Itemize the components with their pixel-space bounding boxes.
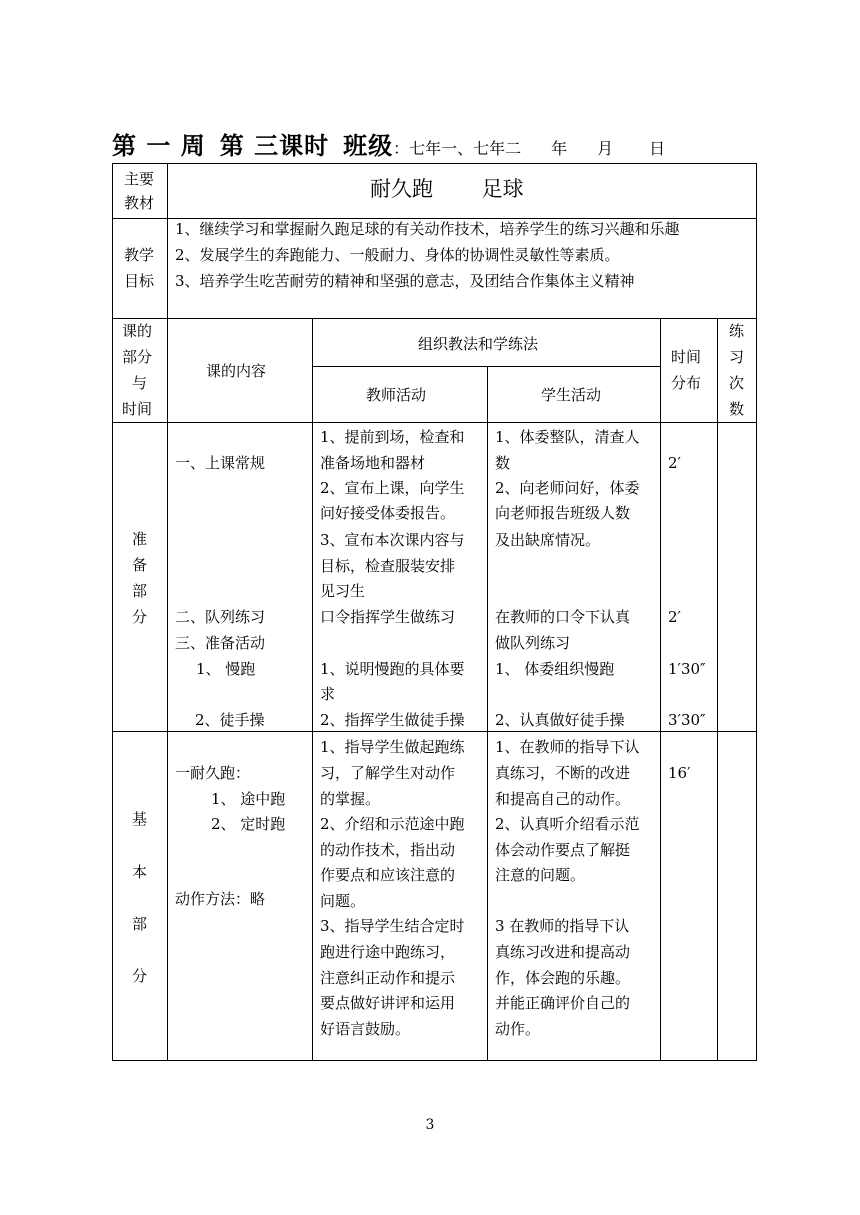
basic-student-5: 体会动作要点了解挺 xyxy=(495,841,631,859)
class-value: ：七年一、七年二 xyxy=(393,139,522,158)
prep-time-2: 2′ xyxy=(668,608,681,626)
header-count-4: 数 xyxy=(729,400,745,418)
main-material-content: 耐久跑 足球 xyxy=(370,177,524,201)
prep-student-6: 在教师的口令下认真 xyxy=(495,608,631,626)
goal-item-3: 3、培养学生吃苦耐劳的精神和坚强的意志，及团结合作集体主义精神 xyxy=(175,272,635,290)
prep-student-1: 1、体委整队，清查人 xyxy=(495,428,640,446)
prep-content-5: 2、徒手操 xyxy=(195,711,265,729)
header-org: 组织教法和学练法 xyxy=(418,335,539,353)
prep-content-2: 二、队列练习 xyxy=(175,608,266,626)
header-teacher: 教师活动 xyxy=(366,386,427,404)
header-time-1: 时间 xyxy=(671,348,702,366)
prep-teacher-6: 目标，检查服装安排 xyxy=(320,557,456,575)
basic-teacher-5: 的动作技术，指出动 xyxy=(320,841,456,859)
basic-teacher-9: 跑进行途中跑练习， xyxy=(320,943,456,961)
page-number: 3 xyxy=(425,1117,435,1133)
prep-student-4: 向老师报告班级人数 xyxy=(495,504,631,522)
basic-student-4: 2、认真听介绍看示范 xyxy=(495,815,640,833)
prep-student-5: 及出缺席情况。 xyxy=(495,531,601,549)
basic-content-2: 1、 途中跑 xyxy=(211,790,286,808)
prep-teacher-3: 2、宣布上课，向学生 xyxy=(320,479,465,497)
prep-content-3: 三、准备活动 xyxy=(175,634,266,652)
main-material-label-1: 主要 xyxy=(124,170,155,188)
basic-student-9: 作，体会跑的乐趣。 xyxy=(495,969,631,987)
goal-item-1: 1、继续学习和掌握耐久跑足球的有关动作技术，培养学生的练习兴趣和乐趣 xyxy=(175,220,680,238)
prep-teacher-5: 3、宣布本次课内容与 xyxy=(320,531,465,549)
prep-time-1: 2′ xyxy=(668,454,681,472)
basic-student-10: 并能正确评价自己的 xyxy=(495,994,631,1012)
basic-student-8: 真练习改进和提高动 xyxy=(495,943,631,961)
basic-teacher-7: 问题。 xyxy=(320,892,366,910)
basic-content-4: 动作方法：略 xyxy=(175,890,266,908)
goal-item-2: 2、发展学生的奔跑能力、一般耐力、身体的协调性灵敏性等素质。 xyxy=(175,246,620,264)
header-time-2: 分布 xyxy=(671,374,702,392)
prep-student-9: 2、认真做好徒手操 xyxy=(495,711,625,729)
prep-time-3: 1′30″ xyxy=(668,660,706,678)
basic-teacher-11: 要点做好讲评和运用 xyxy=(320,994,456,1012)
basic-content-3: 2、 定时跑 xyxy=(211,815,286,833)
prep-content-1: 一、上课常规 xyxy=(175,454,266,472)
prep-content-4: 1、 慢跑 xyxy=(196,660,256,678)
basic-student-2: 真练习，不断的改进 xyxy=(495,764,631,782)
header-student: 学生活动 xyxy=(541,386,602,404)
prep-teacher-8: 口令指挥学生做练习 xyxy=(320,608,456,626)
basic-teacher-4: 2、介绍和示范途中跑 xyxy=(320,815,465,833)
prep-student-2: 数 xyxy=(495,454,511,472)
goals-label-1: 教学 xyxy=(124,246,155,264)
prep-part-3: 部 xyxy=(132,582,148,600)
basic-teacher-2: 习，了解学生对动作 xyxy=(320,764,456,782)
prep-teacher-11: 2、指挥学生做徒手操 xyxy=(320,711,465,729)
goals-label-2: 目标 xyxy=(124,272,155,290)
basic-content-1: 一耐久跑： xyxy=(175,764,251,782)
basic-teacher-3: 的掌握。 xyxy=(320,790,381,808)
basic-student-6: 注意的问题。 xyxy=(495,866,586,884)
basic-student-7: 3 在教师的指导下认 xyxy=(495,917,630,935)
basic-part-4: 分 xyxy=(132,967,148,985)
prep-student-7: 做队列练习 xyxy=(495,634,571,652)
header-part-2: 部分 xyxy=(122,348,153,366)
prep-teacher-7: 见习生 xyxy=(320,582,366,600)
basic-teacher-6: 作要点和应该注意的 xyxy=(320,866,456,884)
prep-teacher-4: 问好接受体委报告。 xyxy=(320,504,456,522)
month-label: 月 xyxy=(597,139,614,158)
prep-time-4: 3′30″ xyxy=(668,711,706,729)
basic-time-1: 16′ xyxy=(668,764,691,782)
year-label: 年 xyxy=(551,139,568,158)
prep-teacher-9: 1、说明慢跑的具体要 xyxy=(320,660,465,678)
header-part-4: 时间 xyxy=(122,400,153,418)
week-label: 第 一 周 xyxy=(112,131,206,160)
basic-teacher-10: 注意纠正动作和提示 xyxy=(320,969,456,987)
basic-teacher-1: 1、指导学生做起跑练 xyxy=(320,738,465,756)
basic-student-1: 1、在教师的指导下认 xyxy=(495,738,640,756)
header-count-1: 练 xyxy=(729,322,745,340)
prep-part-2: 备 xyxy=(132,556,148,574)
basic-teacher-8: 3、指导学生结合定时 xyxy=(320,917,465,935)
day-label: 日 xyxy=(649,139,666,158)
prep-part-4: 分 xyxy=(132,608,148,626)
header-count-2: 习 xyxy=(729,348,745,366)
basic-part-1: 基 xyxy=(132,810,148,828)
prep-teacher-2: 准备场地和器材 xyxy=(320,454,426,472)
header-part-3: 与 xyxy=(132,374,148,392)
prep-teacher-10: 求 xyxy=(320,685,336,703)
basic-part-2: 本 xyxy=(132,863,148,881)
prep-teacher-1: 1、提前到场，检查和 xyxy=(320,428,465,446)
header-content: 课的内容 xyxy=(206,362,267,380)
lesson-label: 第 三课时 xyxy=(219,131,330,160)
basic-student-3: 和提高自己的动作。 xyxy=(495,790,631,808)
prep-part-1: 准 xyxy=(132,530,148,548)
basic-student-11: 动作。 xyxy=(495,1020,541,1038)
header-count-3: 次 xyxy=(729,374,745,392)
main-material-label-2: 教材 xyxy=(124,194,155,212)
prep-student-3: 2、向老师问好，体委 xyxy=(495,479,640,497)
header-part-1: 课的 xyxy=(122,322,153,340)
prep-student-8: 1、 体委组织慢跑 xyxy=(495,660,615,678)
basic-teacher-12: 好语言鼓励。 xyxy=(320,1020,411,1038)
class-label: 班级 xyxy=(343,131,394,160)
basic-part-3: 部 xyxy=(132,915,148,933)
